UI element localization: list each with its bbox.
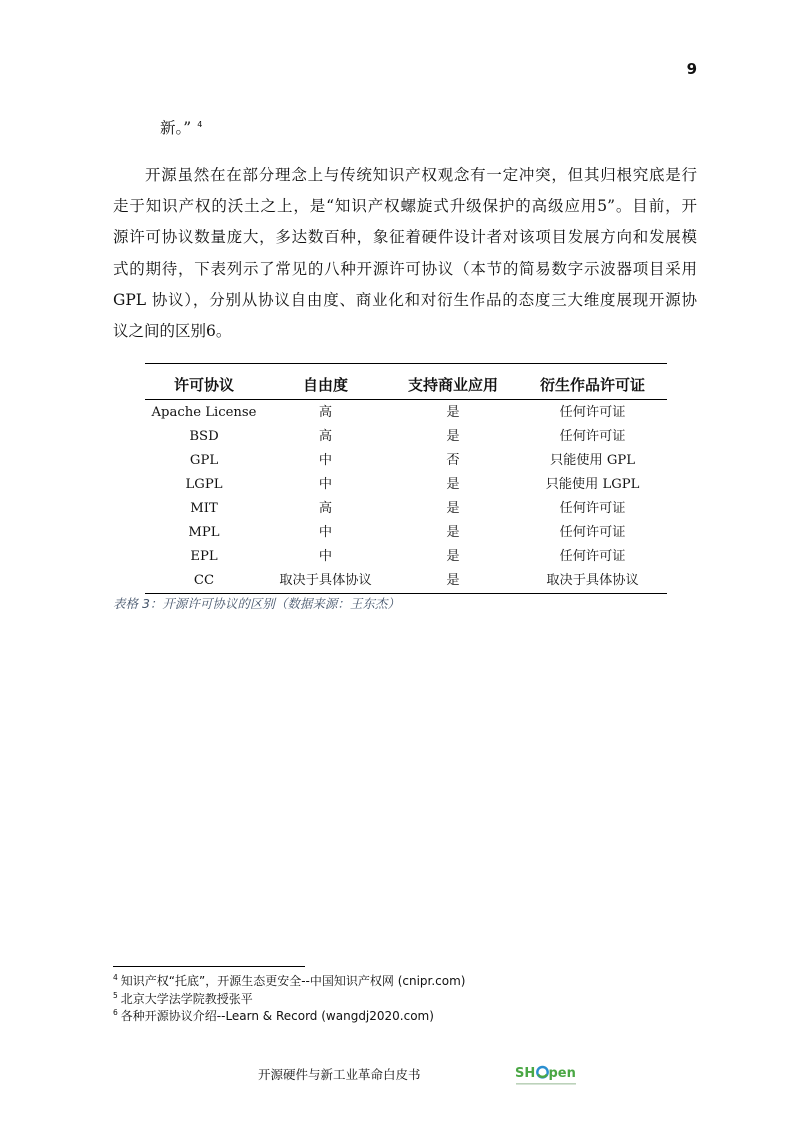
footnote-number: 4 [113,973,118,982]
cell-commercial: 是 [446,501,460,516]
cell-derivative: 只能使用 GPL [549,453,636,468]
page-number: 9 [686,60,697,78]
cell-derivative: 取决于具体协议 [546,573,639,588]
footnote-separator [113,966,305,967]
cell-commercial: 是 [446,429,460,444]
cell-freedom: 高 [318,405,333,420]
cell-freedom: 高 [318,501,333,516]
cell-derivative: 任何许可证 [559,429,626,444]
svg-text:SH: SH [515,1066,536,1081]
cell-license: EPL [190,549,218,564]
table-row [145,545,667,569]
cell-license: LGPL [185,477,223,492]
footnote-number: 5 [113,990,118,1000]
column-header-license: 许可协议 [173,376,234,394]
license-comparison-table [145,363,667,594]
column-header-commercial: 支持商业应用 [407,376,498,394]
paragraph-line: 走于知识产权的沃土之上，是“知识产权螺旋式升级保护的高级应用5”。目前，开 [113,197,697,216]
footnote-4 [113,973,465,991]
table-caption: 表格 3：开源许可协议的区别（数据来源：王东杰） [113,596,400,611]
paragraph-line: 议之间的区别6。 [113,321,232,340]
body-paragraph [113,160,697,347]
cell-commercial: 是 [446,549,460,564]
svg-text:pen: pen [548,1066,576,1081]
footnote-text: 各种开源协议介绍--Learn & Record (wangdj2020.com) [120,1009,434,1023]
cell-derivative: 任何许可证 [559,405,626,420]
lead-in-fragment: 新。” [160,119,192,137]
column-header-derivative: 衍生作品许可证 [539,376,645,394]
cell-freedom: 中 [318,453,333,468]
table-row [145,425,667,449]
cell-derivative: 任何许可证 [559,525,626,540]
cell-commercial: 否 [446,453,460,468]
cell-license: MIT [190,501,218,516]
cell-commercial: 是 [446,477,460,492]
footnote-number: 6 [113,1008,118,1017]
cell-commercial: 是 [446,405,460,420]
paragraph-line: 式的期待，下表列示了常见的八种开源许可协议（本节的简易数字示波器项目采用 [113,259,697,278]
cell-freedom: 取决于具体协议 [279,573,372,588]
table-row [145,569,667,594]
table-row [145,400,667,426]
cell-license: Apache License [151,405,257,420]
table-row [145,449,667,473]
table-row [145,473,667,497]
paragraph-line: 源许可协议数量庞大，多达数百种，象征着硬件设计者对该项目发展方向和发展模 [113,228,697,247]
cell-derivative: 只能使用 LGPL [545,477,640,492]
shopen-logo [515,1061,585,1093]
footnote-text: 知识产权“托底”，开源生态更安全--中国知识产权网 (cnipr.com) [120,974,466,988]
lead-in-text [160,113,202,143]
cell-license: GPL [189,453,219,468]
table-row [145,521,667,545]
column-header-freedom: 自由度 [302,376,348,394]
cell-license: MPL [188,525,220,540]
footnotes [113,973,465,1026]
paragraph-line: GPL 协议），分别从协议自由度、商业化和对衍生作品的态度三大维度展现开源协 [113,290,697,309]
cell-derivative: 任何许可证 [559,501,626,516]
cell-derivative: 任何许可证 [559,549,626,564]
cell-commercial: 是 [446,525,460,540]
footnote-text: 北京大学法学院教授张平 [120,991,253,1006]
cell-freedom: 中 [318,477,333,492]
paragraph-line: 开源虽然在在部分理念上与传统知识产权观念有一定冲突，但其归根究底是行 [145,166,697,184]
cell-freedom: 中 [318,549,333,564]
table-row [145,497,667,521]
cell-commercial: 是 [446,573,460,588]
footnote-5 [113,991,465,1009]
footnote-ref-4: 4 [197,120,203,129]
cell-license: BSD [189,429,219,444]
cell-freedom: 高 [318,429,333,444]
table-header-row [145,364,667,400]
table-body [145,400,667,594]
footer-title: 开源硬件与新工业革命白皮书 [258,1067,421,1082]
cell-license: CC [193,573,215,588]
cell-freedom: 中 [318,525,333,540]
footnote-6 [113,1008,465,1026]
